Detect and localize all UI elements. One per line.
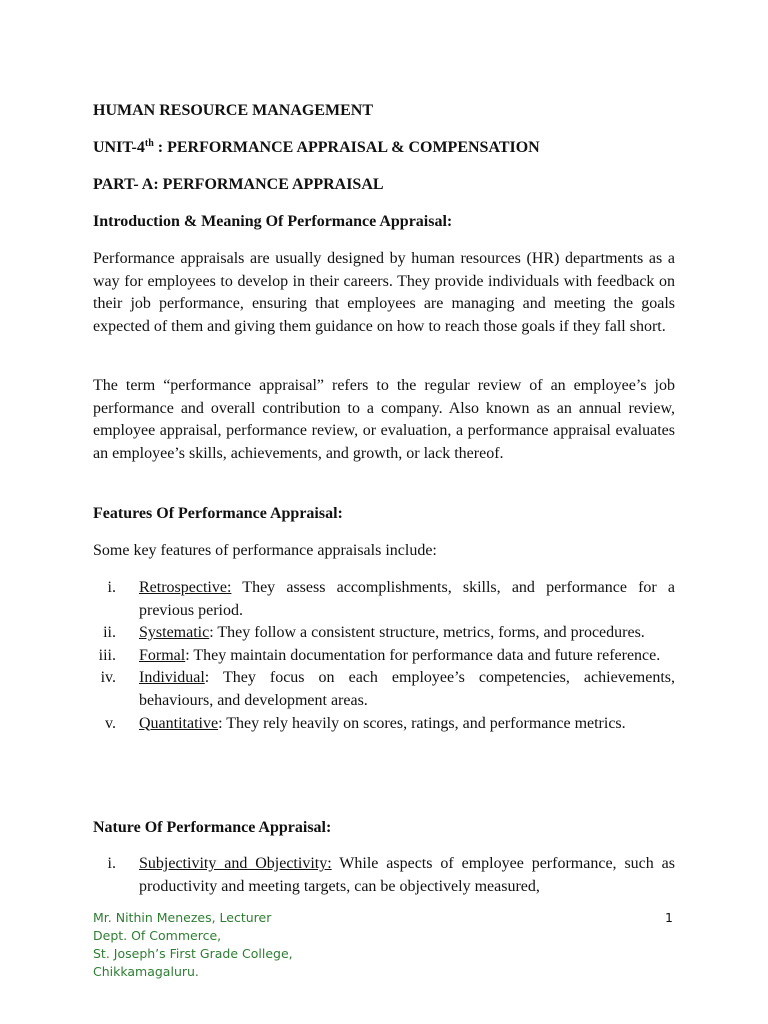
- part-heading: PART- A: PERFORMANCE APPRAISAL: [93, 176, 384, 193]
- list-number: i.: [107, 579, 116, 596]
- intro-paragraph-1: Performance appraisals are usually designed by human resources (HR) departments as a way for employees to develop in their careers. They provide individuals with feedback on their job performance, ensuring that employees are managing and meeting the goals expected of them and giving them guidance on how to reach those goals if they fall short.: [93, 250, 675, 336]
- list-text: They assess accomplishments, skills, and performance for a previous period.: [139, 579, 675, 619]
- features-heading: Features Of Performance Appraisal:: [93, 505, 343, 522]
- intro-heading: Introduction & Meaning Of Performance Appraisal:: [93, 213, 453, 230]
- list-term: Quantitative: [139, 714, 219, 732]
- features-intro: Some key features of performance appraisals include:: [93, 542, 437, 559]
- unit-superscript: th: [144, 138, 154, 149]
- list-item: [93, 577, 675, 622]
- list-item: [93, 853, 675, 898]
- intro-paragraph-2: The term “performance appraisal” refers to the regular review of an employee’s job performance and overall contribution to a company. Also known as an annual review, employee appraisal, performance review, or evaluation, a performance appraisal evaluates an employee’s skills, achievements, and growth, or lack thereof.: [93, 377, 675, 463]
- list-number: iv.: [100, 669, 116, 687]
- list-text: : They rely heavily on scores, ratings, and performance metrics.: [218, 714, 626, 732]
- nature-heading: Nature Of Performance Appraisal:: [93, 819, 332, 836]
- list-text: While aspects of employee performance, such as productivity and meeting targets, can be objectively measured,: [139, 855, 676, 895]
- nature-list: [93, 853, 675, 898]
- list-item: [93, 667, 675, 712]
- page-footer: [93, 909, 293, 981]
- list-term: Systematic: [139, 624, 210, 642]
- list-text: : They follow a consistent structure, metrics, forms, and procedures.: [209, 624, 645, 642]
- page-number: 1: [665, 910, 673, 925]
- footer-city: Chikkamagaluru.: [93, 964, 199, 979]
- list-term: Formal: [139, 646, 186, 664]
- list-number: iii.: [98, 646, 116, 664]
- footer-college: St. Joseph’s First Grade College,: [93, 946, 293, 961]
- unit-title: : PERFORMANCE APPRAISAL & COMPENSATION: [153, 139, 540, 156]
- features-list: [93, 577, 675, 735]
- document-title: HUMAN RESOURCE MANAGEMENT: [93, 102, 373, 119]
- list-item: [93, 645, 675, 668]
- unit-heading: [93, 137, 540, 159]
- list-term: Individual: [139, 669, 205, 687]
- list-text: : They maintain documentation for performance data and future reference.: [185, 646, 661, 664]
- list-item: [93, 713, 675, 736]
- footer-dept: Dept. Of Commerce,: [93, 928, 222, 943]
- list-number: i.: [107, 855, 116, 872]
- list-term: Subjectivity and Objectivity:: [139, 855, 332, 872]
- list-item: [93, 622, 675, 645]
- list-text: : They focus on each employee’s competencies, achievements, behaviours, and development areas.: [139, 669, 675, 709]
- list-number: v.: [105, 714, 116, 732]
- unit-prefix: UNIT-4: [93, 139, 145, 156]
- list-term: Retrospective:: [139, 579, 232, 596]
- list-number: ii.: [103, 624, 116, 642]
- footer-author: Mr. Nithin Menezes, Lecturer: [93, 910, 272, 925]
